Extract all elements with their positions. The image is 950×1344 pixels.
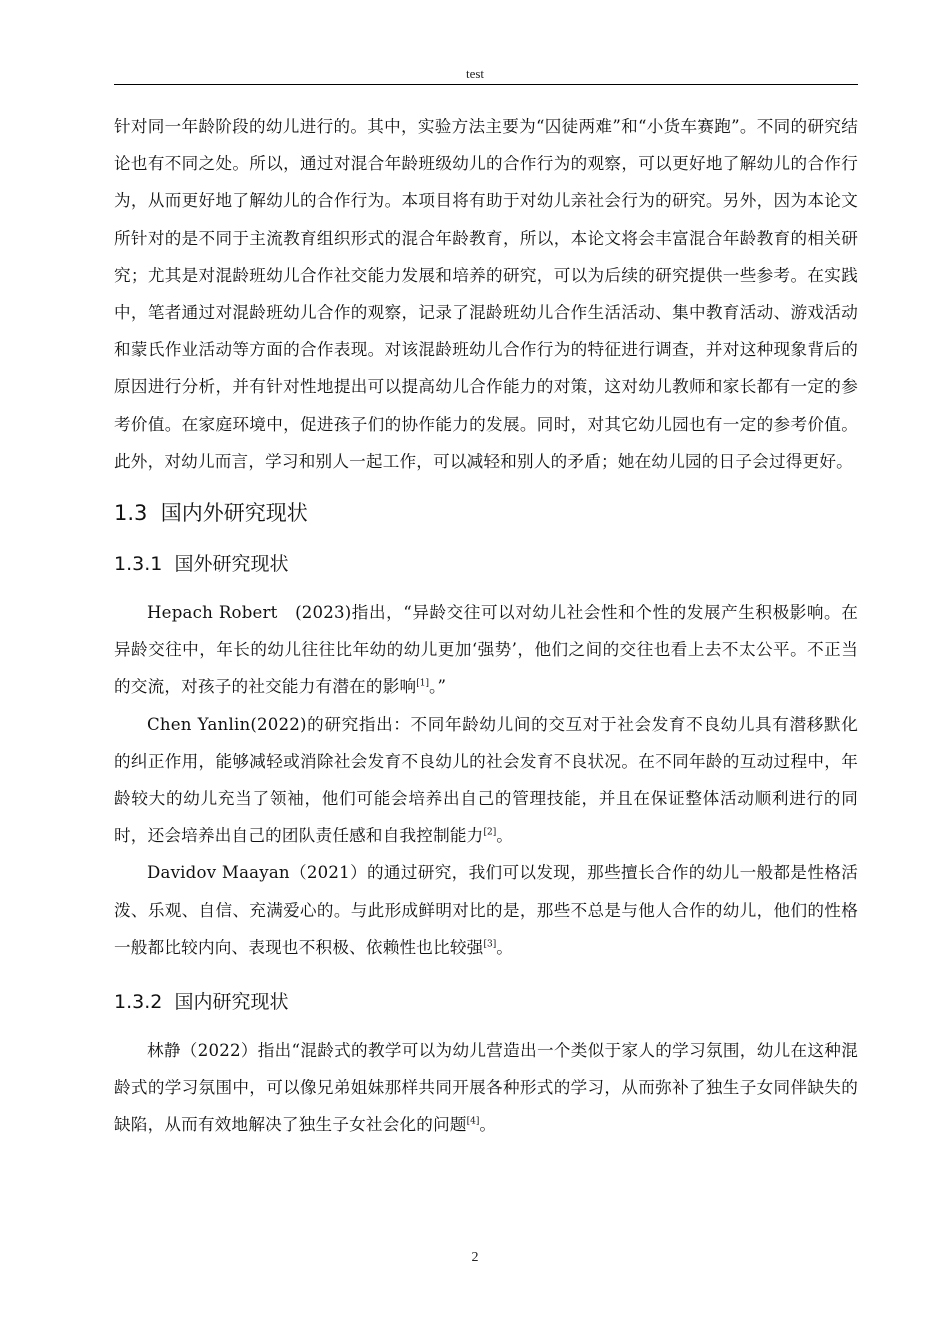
subsection-title: 国外研究现状: [174, 553, 289, 576]
running-header: test: [465, 66, 485, 81]
paragraph-tail: 。: [496, 937, 514, 957]
paragraph-davidov: [114, 854, 858, 966]
subsection-heading-1-3-2: [114, 988, 858, 1016]
section-number: 1.3: [114, 501, 148, 526]
citation-marker: [4]: [466, 1116, 480, 1127]
citation-marker: [3]: [483, 939, 497, 950]
citation-marker: [1]: [416, 678, 430, 689]
subsection-number: 1.3.1: [114, 553, 163, 576]
section-title: 国内外研究现状: [160, 501, 308, 526]
paragraph-text: Chen Yanlin(2022)的研究指出：不同年龄幼儿间的交互对于社会发育不良幼儿具有潜移默化的纠正作用，能够减轻或消除社会发育不良幼儿的社会发育不良状况。在不同年龄的互动过程中，年龄较大的幼儿充当了领袖，他们可能会培养出自己的管理技能，并且在保证整体活动顺利进行的同时，还会培养出自己的团队责任感和自我控制能力: [114, 714, 858, 846]
paragraph-linjing: [114, 1032, 858, 1144]
intro-paragraph: 针对同一年龄阶段的幼儿进行的。其中，实验方法主要为“囚徒两难”和“小货车赛跑”。不同的研究结论也有不同之处。所以，通过对混合年龄班级幼儿的合作行为的观察，可以更好地了解幼儿的合作行为，从而更好地了解幼儿的合作行为。本项目将有助于对幼儿亲社会行为的研究。另外，因为本论文所针对的是不同于主流教育组织形式的混合年龄教育，所以，本论文将会丰富混合年龄教育的相关研究；尤其是对混龄班幼儿合作社交能力发展和培养的研究，可以为后续的研究提供一些参考。在实践中，笔者通过对混龄班幼儿合作的观察，记录了混龄班幼儿合作生活活动、集中教育活动、游戏活动和蒙氏作业活动等方面的合作表现。对该混龄班幼儿合作行为的特征进行调查，并对这种现象背后的原因进行分析，并有针对性地提出可以提高幼儿合作能力的对策，这对幼儿教师和家长都有一定的参考价值。在家庭环境中，促进孩子们的协作能力的发展。同时，对其它幼儿园也有一定的参考价值。此外，对幼儿而言，学习和别人一起工作，可以减轻和别人的矛盾；她在幼儿园的日子会过得更好。: [114, 117, 858, 471]
citation-marker: [2]: [483, 827, 497, 838]
header-rule: [114, 84, 858, 85]
paragraph-text: 林静（2022）指出“混龄式的教学可以为幼儿营造出一个类似于家人的学习氛围，幼儿在这种混龄式的学习氛围中，可以像兄弟姐妹那样共同开展各种形式的学习，从而弥补了独生子女同伴缺失的缺陷，从而有效地解决了独生子女社会化的问题: [114, 1041, 858, 1135]
paragraph-text: Davidov Maayan（2021）的通过研究，我们可以发现，那些擅长合作的幼儿一般都是性格活泼、乐观、自信、充满爱心的。与此形成鲜明对比的是，那些不总是与他人合作的幼儿，他们的性格一般都比较内向、表现也不积极、依赖性也比较强: [114, 863, 858, 957]
paragraph-text: Hepach Robert (2023)指出，“异龄交往可以对幼儿社会性和个性的发展产生积极影响。在异龄交往中，年长的幼儿往往比年幼的幼儿更加‘强势’，他们之间的交往也看上去不太公平。不正当的交流，对孩子的社交能力有潜在的影响: [114, 603, 858, 697]
subsection-title: 国内研究现状: [174, 991, 289, 1014]
paragraph-chen: [114, 706, 858, 855]
paragraph-tail: 。: [479, 1115, 497, 1135]
paragraph-tail: 。: [496, 826, 514, 846]
subsection-number: 1.3.2: [114, 991, 163, 1014]
page-body: [114, 108, 858, 1144]
paragraph-hepach: [114, 594, 858, 706]
section-heading-1-3: [114, 498, 858, 528]
subsection-heading-1-3-1: [114, 550, 858, 578]
page-number: 2: [471, 1250, 479, 1265]
paragraph-tail: 。”: [429, 677, 447, 697]
